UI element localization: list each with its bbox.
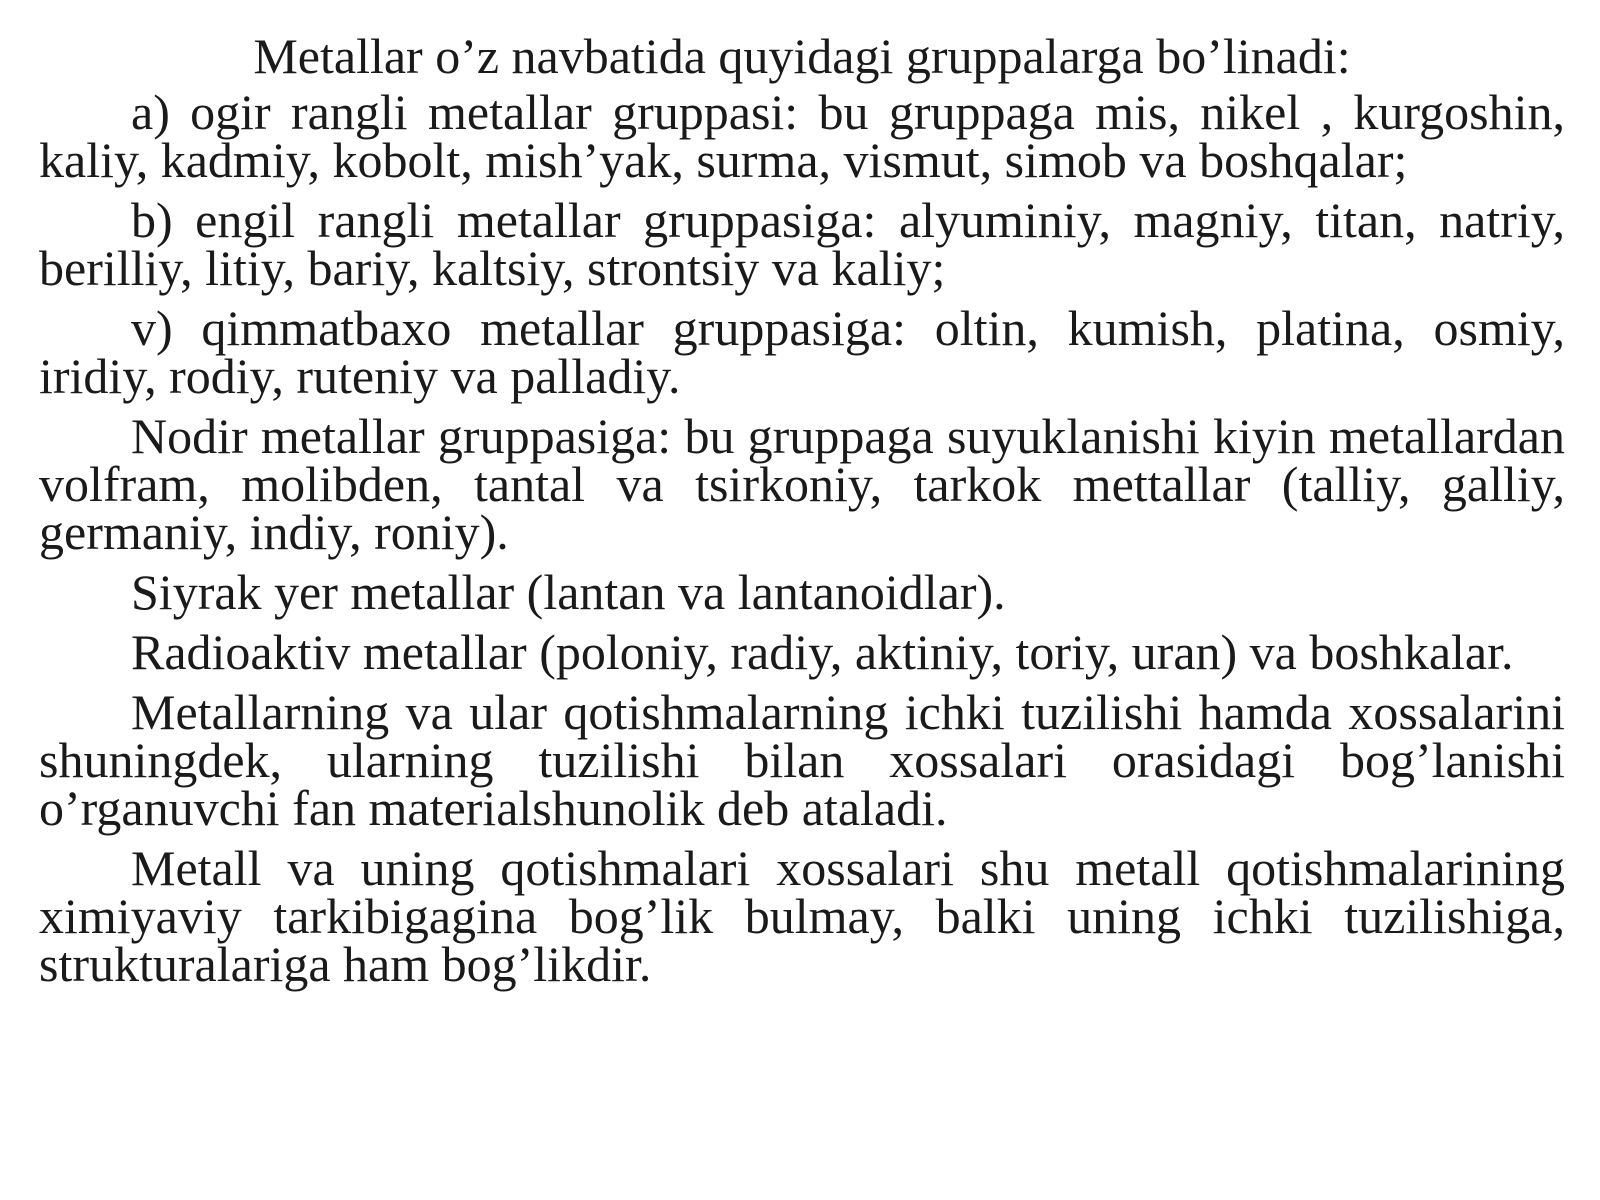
paragraph-materials-science: Metallarning va ular qotishmalarning ichki tuzilishi hamda xossalarini shuningdek, ularning tuzilishi bilan xossalari orasidagi bog’lanishi o’rganuvchi fan materialshunolik deb ataladi. <box>39 684 1565 836</box>
page-heading: Metallar o’z navbatida quyidagi gruppalarga bo’linadi: <box>253 28 1351 84</box>
document-page <box>39 30 1565 1000</box>
paragraph-alloy-properties: Metall va uning qotishmalari xossalari shu metall qotishmalarining ximiyaviy tarkibigagina bog’lik bulmay, balki uning ichki tuzilishiga, strukturalariga ham bog’likdir. <box>39 840 1565 992</box>
paragraph-heavy-metals: a) ogir rangli metallar gruppasi: bu gruppaga mis, nikel , kurgoshin, kaliy, kadmiy, kobolt, mish’yak, surma, vismut, simob va boshqalar; <box>39 84 1565 188</box>
paragraph-rare-metals: Nodir metallar gruppasiga: bu gruppaga suyuklanishi kiyin metallardan volfram, molibden, tantal va tsirkoniy, tarkok mettallar (talliy, galliy, germaniy, indiy, roniy). <box>39 408 1565 560</box>
paragraph-light-metals: b) engil rangli metallar gruppasiga: alyuminiy, magniy, titan, natriy, berilliy, litiy, bariy, kaltsiy, strontsiy va kaliy; <box>39 192 1565 296</box>
paragraph-precious-metals: v) qimmatbaxo metallar gruppasiga: oltin, kumish, platina, osmiy, iridiy, rodiy, ruteniy va palladiy. <box>39 300 1565 404</box>
paragraph-radioactive-metals: Radioaktiv metallar (poloniy, radiy, aktiniy, toriy, uran) va boshkalar. <box>131 624 1514 680</box>
paragraph-rare-earth-metals: Siyrak yer metallar (lantan va lantanoidlar). <box>131 564 1006 620</box>
